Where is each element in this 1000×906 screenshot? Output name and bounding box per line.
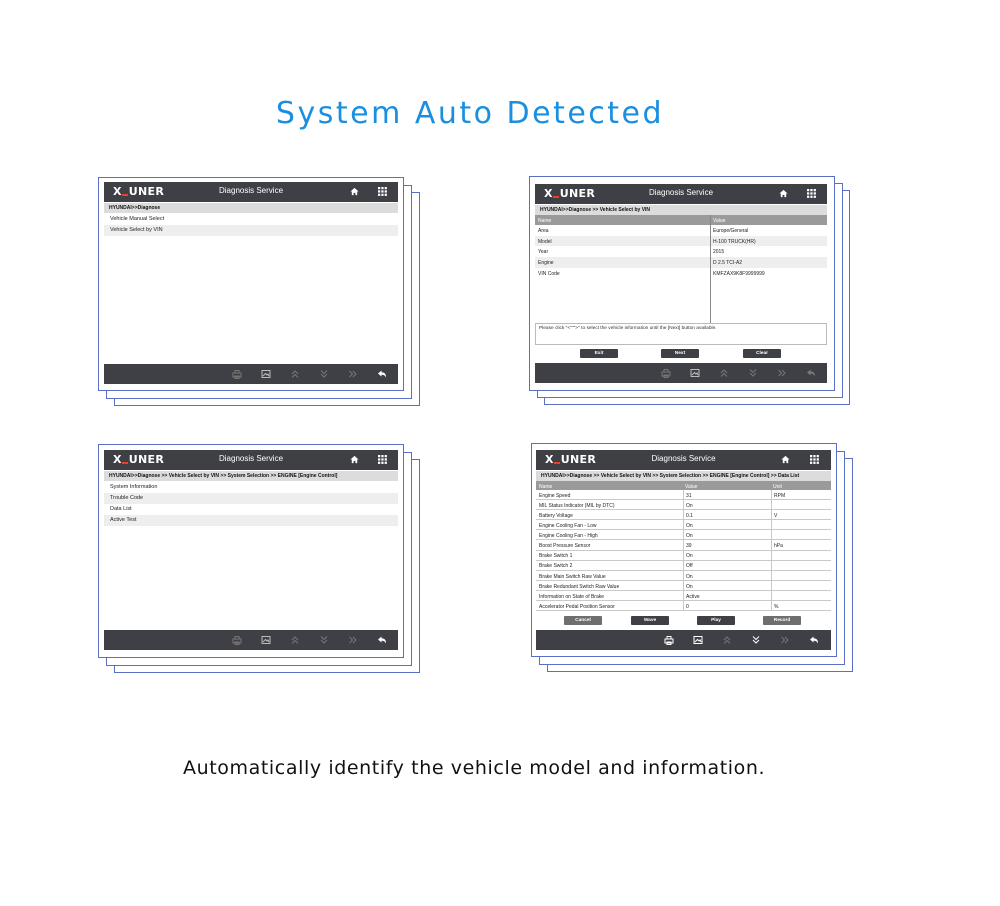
col-value-header: Value <box>713 218 726 224</box>
back-icon[interactable] <box>806 368 816 378</box>
header-bar <box>536 450 831 470</box>
col-unit-header: Unit <box>773 483 782 490</box>
screenshot-icon[interactable] <box>690 368 700 378</box>
screenshot-icon[interactable] <box>261 635 271 645</box>
headline: System Auto Detected <box>275 96 665 131</box>
print-icon[interactable] <box>232 635 242 645</box>
cell-name: Engine Cooling Fan - High <box>539 533 598 540</box>
cell-value: H-100 TRUCK(HR) <box>713 238 756 245</box>
screen-title: Diagnosis Service <box>218 454 284 463</box>
menu-item-manual-select[interactable]: Vehicle Manual Select <box>110 216 165 222</box>
table-row[interactable] <box>536 551 831 561</box>
screen-title: Diagnosis Service <box>648 188 714 197</box>
menu-item-trouble-code[interactable]: Trouble Code <box>104 493 398 504</box>
cell-unit <box>771 561 774 570</box>
back-icon[interactable] <box>809 635 819 645</box>
page-down-icon[interactable] <box>751 635 761 645</box>
table-row[interactable] <box>535 268 827 279</box>
screenshot-icon[interactable] <box>693 635 703 645</box>
home-icon[interactable] <box>350 455 359 464</box>
table-row[interactable] <box>536 601 831 611</box>
cell-name: Area <box>538 228 549 234</box>
cell-unit <box>771 530 774 539</box>
next-button[interactable]: Next <box>661 349 699 358</box>
table-row[interactable] <box>535 225 827 236</box>
cell-name: Brake Redundant Switch Raw Value <box>539 583 620 590</box>
table-row[interactable] <box>535 236 827 247</box>
home-icon[interactable] <box>779 189 788 198</box>
cell-name: VIN Code <box>538 270 560 277</box>
column-divider <box>710 215 711 323</box>
home-icon[interactable] <box>350 187 359 196</box>
cell-name: Brake Switch 1 <box>539 553 573 560</box>
cell-name: Information on State of Brake <box>539 593 605 600</box>
cell-value: 2015 <box>713 249 725 256</box>
breadcrumb: HYUNDAI>>Diagnose >> Vehicle Select by VIN >> System Selection >> ENGINE [Engine Control] <box>104 471 398 481</box>
cell-name: Engine <box>538 260 554 267</box>
apps-grid-icon[interactable] <box>378 455 387 464</box>
record-button[interactable]: Record <box>763 616 801 625</box>
exit-button[interactable]: Exit <box>580 349 618 358</box>
print-icon[interactable] <box>232 369 242 379</box>
cell-value: On <box>683 571 693 580</box>
page-up-icon[interactable] <box>290 635 300 645</box>
cell-name: Brake Main Switch Raw Value <box>539 573 606 580</box>
page-down-icon[interactable] <box>748 368 758 378</box>
cell-unit: RPM <box>771 490 785 499</box>
cell-value: Off <box>683 561 693 570</box>
cell-name: Engine Cooling Fan - Low <box>539 523 597 530</box>
screenshot-icon[interactable] <box>261 369 271 379</box>
back-icon[interactable] <box>377 635 387 645</box>
table-row[interactable] <box>536 581 831 591</box>
table-row[interactable] <box>536 490 831 500</box>
menu-item-active-test[interactable]: Active Test <box>104 515 398 526</box>
cell-unit: % <box>771 601 778 610</box>
info-message-box: Please click "<""">" to select the vehicle information until the [Next] button available. <box>535 323 827 345</box>
diagnosis-screen <box>535 184 827 383</box>
breadcrumb: HYUNDAI>>Diagnose >> Vehicle Select by VIN <box>535 205 827 215</box>
cell-name: Accelerator Pedal Position Sensor <box>539 603 615 610</box>
xtuner-logo: X UNER <box>545 453 597 466</box>
cancel-button[interactable]: Cancel <box>564 616 602 625</box>
breadcrumb: HYUNDAI>>Diagnose >> Vehicle Select by VIN >> System Selection >> ENGINE [Engine Control] >> Data List <box>536 471 831 481</box>
footer-toolbar <box>104 364 398 384</box>
table-row[interactable] <box>536 561 831 571</box>
clear-button[interactable]: Clear <box>743 349 781 358</box>
xtuner-logo: X UNER <box>113 453 165 466</box>
cell-value: 0.1 <box>683 510 693 519</box>
cell-unit <box>771 591 774 600</box>
menu-item-data-list[interactable]: Data List <box>110 506 132 512</box>
col-value-header: Value <box>685 483 698 490</box>
vehicle-info-table <box>535 215 827 278</box>
xtuner-logo: X UNER <box>544 187 596 200</box>
cell-value: 0 <box>683 601 689 610</box>
xtuner-logo: X UNER <box>113 185 165 198</box>
footer-toolbar <box>536 630 831 650</box>
cell-unit <box>771 571 774 580</box>
table-row[interactable] <box>535 246 827 257</box>
wave-button[interactable]: Wave <box>631 616 669 625</box>
page-down-icon[interactable] <box>319 369 329 379</box>
next-page-icon[interactable] <box>777 368 787 378</box>
menu-item-select-by-vin[interactable]: Vehicle Select by VIN <box>104 225 398 236</box>
footer-toolbar <box>104 630 398 650</box>
table-row[interactable] <box>536 540 831 550</box>
header-bar <box>104 450 398 470</box>
cell-value: On <box>683 520 693 529</box>
col-name-header: Name <box>538 218 552 224</box>
diagnosis-screen <box>104 450 398 650</box>
screen-title: Diagnosis Service <box>218 186 284 195</box>
diagnosis-screen <box>104 182 398 384</box>
cell-name: MIL Status Indicator (MIL by DTC) <box>539 502 615 509</box>
cell-unit <box>771 581 774 590</box>
page-up-icon[interactable] <box>719 368 729 378</box>
cell-value: On <box>683 530 693 539</box>
menu-item-system-information[interactable]: System Information <box>110 484 158 490</box>
table-header <box>536 481 831 490</box>
print-icon[interactable] <box>661 368 671 378</box>
page-down-icon[interactable] <box>319 635 329 645</box>
back-icon[interactable] <box>377 369 387 379</box>
table-row[interactable] <box>536 500 831 510</box>
cell-unit <box>771 520 774 529</box>
cell-value: 39 <box>683 540 692 549</box>
header-bar <box>104 182 398 202</box>
cell-value: KMFZAX9K8F9999999 <box>713 270 765 277</box>
cell-value: On <box>683 551 693 560</box>
cell-name: Engine Speed <box>539 492 571 499</box>
cell-value: On <box>683 500 693 509</box>
cell-value: Active <box>683 591 700 600</box>
apps-grid-icon[interactable] <box>807 189 816 198</box>
screen-title: Diagnosis Service <box>651 454 716 463</box>
table-row[interactable] <box>535 257 827 268</box>
menu-list <box>104 214 398 236</box>
print-icon[interactable] <box>664 635 674 645</box>
table-row[interactable] <box>536 591 831 601</box>
apps-grid-icon[interactable] <box>810 455 819 464</box>
footer-toolbar <box>535 363 827 383</box>
cell-unit: V <box>771 510 777 519</box>
breadcrumb: HYUNDAI>>Diagnose <box>104 203 398 213</box>
next-page-icon[interactable] <box>780 635 790 645</box>
cell-value: D 2.5 TCI-A2 <box>713 260 743 267</box>
table-row[interactable] <box>536 571 831 581</box>
page-up-icon[interactable] <box>290 369 300 379</box>
header-bar <box>535 184 827 204</box>
cell-value: Europe/General <box>713 228 749 234</box>
table-row[interactable] <box>536 530 831 540</box>
data-list-table <box>536 481 831 611</box>
menu-list <box>104 482 398 526</box>
page-up-icon[interactable] <box>722 635 732 645</box>
cell-name: Year <box>538 249 549 256</box>
cell-value: 31 <box>683 490 692 499</box>
home-icon[interactable] <box>781 455 790 464</box>
cell-value: On <box>683 581 693 590</box>
next-page-icon[interactable] <box>348 635 358 645</box>
cell-name: Model <box>538 238 552 245</box>
play-button[interactable]: Play <box>697 616 735 625</box>
table-header <box>535 215 827 225</box>
table-row[interactable] <box>536 510 831 520</box>
cell-name: Battery Voltage <box>539 512 573 519</box>
cell-unit <box>771 551 774 560</box>
apps-grid-icon[interactable] <box>378 187 387 196</box>
cell-name: Boost Pressure Sensor <box>539 543 591 550</box>
cell-unit: hPa <box>771 540 783 549</box>
table-row[interactable] <box>536 520 831 530</box>
cell-unit <box>771 500 774 509</box>
next-page-icon[interactable] <box>348 369 358 379</box>
cell-name: Brake Switch 2 <box>539 563 573 570</box>
col-name-header: Name <box>539 483 553 490</box>
caption: Automatically identify the vehicle model and information. <box>183 757 766 779</box>
diagnosis-screen <box>536 450 831 650</box>
